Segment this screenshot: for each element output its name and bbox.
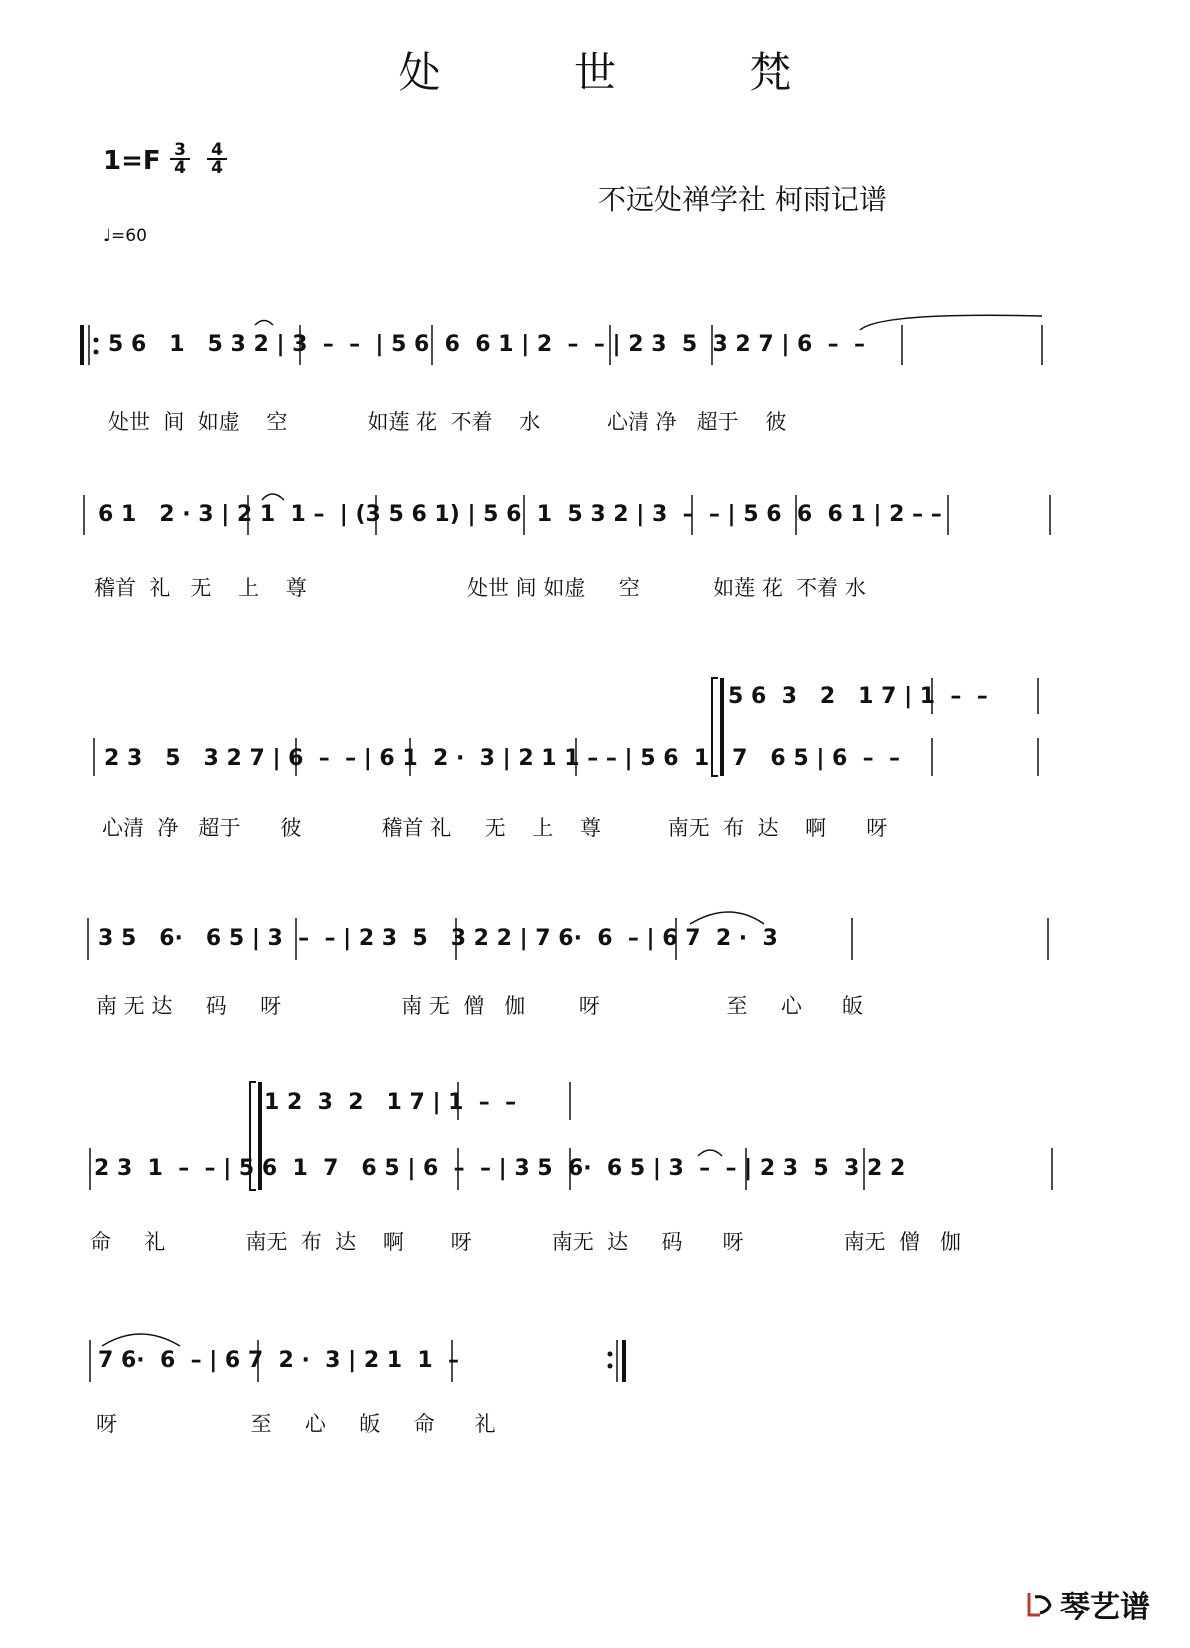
row-3-lyrics: 心清 净 超于 彼 稽首 礼 无 上 尊 南无 布 达 啊 呀 bbox=[102, 816, 888, 840]
key-signature: 1=F bbox=[103, 146, 161, 176]
row-5-upper-notes: 1 2 3 2 1 7 | 1 – – bbox=[264, 1090, 517, 1115]
notation-row-3 bbox=[80, 672, 1050, 782]
row-6-notes: 7 6· 6 – | 6 7 2 · 3 | 2 1 1 – bbox=[98, 1348, 460, 1373]
time-signature-1: $\frac{3}{4}$ bbox=[170, 142, 190, 176]
row-2-notes: 6 1 2 · 3 | 2 1 1 – | (3 5 6 1) | 5 6 1 5 3 2 | 3 – – | 5 6 6 6 1 | 2 – – bbox=[98, 502, 942, 527]
page-title: 处 世 梵 bbox=[398, 48, 852, 97]
row-1-lyrics: 处世 间 如虚 空 如莲 花 不着 水 心清 净 超于 彼 bbox=[108, 410, 787, 434]
watermark-text: 琴艺谱 bbox=[1060, 1590, 1150, 1625]
notation-row-4 bbox=[80, 914, 1060, 960]
notation-row-5 bbox=[80, 1076, 1060, 1196]
row-4-notes: 3 5 6· 6 5 | 3 – – | 2 3 5 3 2 2 | 7 6· 6 – | 6 7 2 · 3 bbox=[98, 926, 778, 951]
brand-logo-icon bbox=[1026, 1589, 1056, 1619]
quarter-note-icon: ♩ bbox=[103, 226, 112, 246]
row-6-lyrics: 呀 至 心 皈 命 礼 bbox=[96, 1412, 496, 1436]
time-signature-2: $\frac{4}{4}$ bbox=[207, 142, 227, 176]
transcriber-credit: 不远处禅学社 柯雨记谱 bbox=[598, 183, 887, 216]
notation-row-6 bbox=[80, 1336, 680, 1382]
row-4-lyrics: 南 无 达 码 呀 南 无 僧 伽 呀 至 心 皈 bbox=[96, 994, 863, 1018]
row-5-lyrics: 命 礼 南无 布 达 啊 呀 南无 达 码 呀 南无 僧 伽 bbox=[90, 1230, 961, 1254]
row-5-notes: 2 3 1 – – | 5 6 1 7 6 5 | 6 – – | 3 5 6· 6 5 | 3 – – | 2 3 5 3 2 2 bbox=[94, 1156, 906, 1181]
notation-row-2 bbox=[80, 490, 1060, 536]
row-3-upper-notes: 5 6 3 2 1 7 | 1 – – bbox=[728, 684, 988, 709]
row-2-lyrics: 稽首 礼 无 上 尊 处世 间 如虚 空 如莲 花 不着 水 bbox=[94, 576, 866, 600]
row-3-notes: 2 3 5 3 2 7 | 6 – – | 6 1 2 · 3 | 2 1 1 – – | 5 6 1 7 6 5 | 6 – – bbox=[104, 746, 900, 771]
row-1-notes: 5 6 1 5 3 2 | 3 – – | 5 6 6 6 1 | 2 – – | 2 3 5 3 2 7 | 6 – – bbox=[108, 332, 865, 357]
watermark bbox=[1026, 1582, 1150, 1626]
notation-row-1 bbox=[80, 320, 1050, 366]
tempo-marking: ♩=60 bbox=[103, 226, 147, 246]
